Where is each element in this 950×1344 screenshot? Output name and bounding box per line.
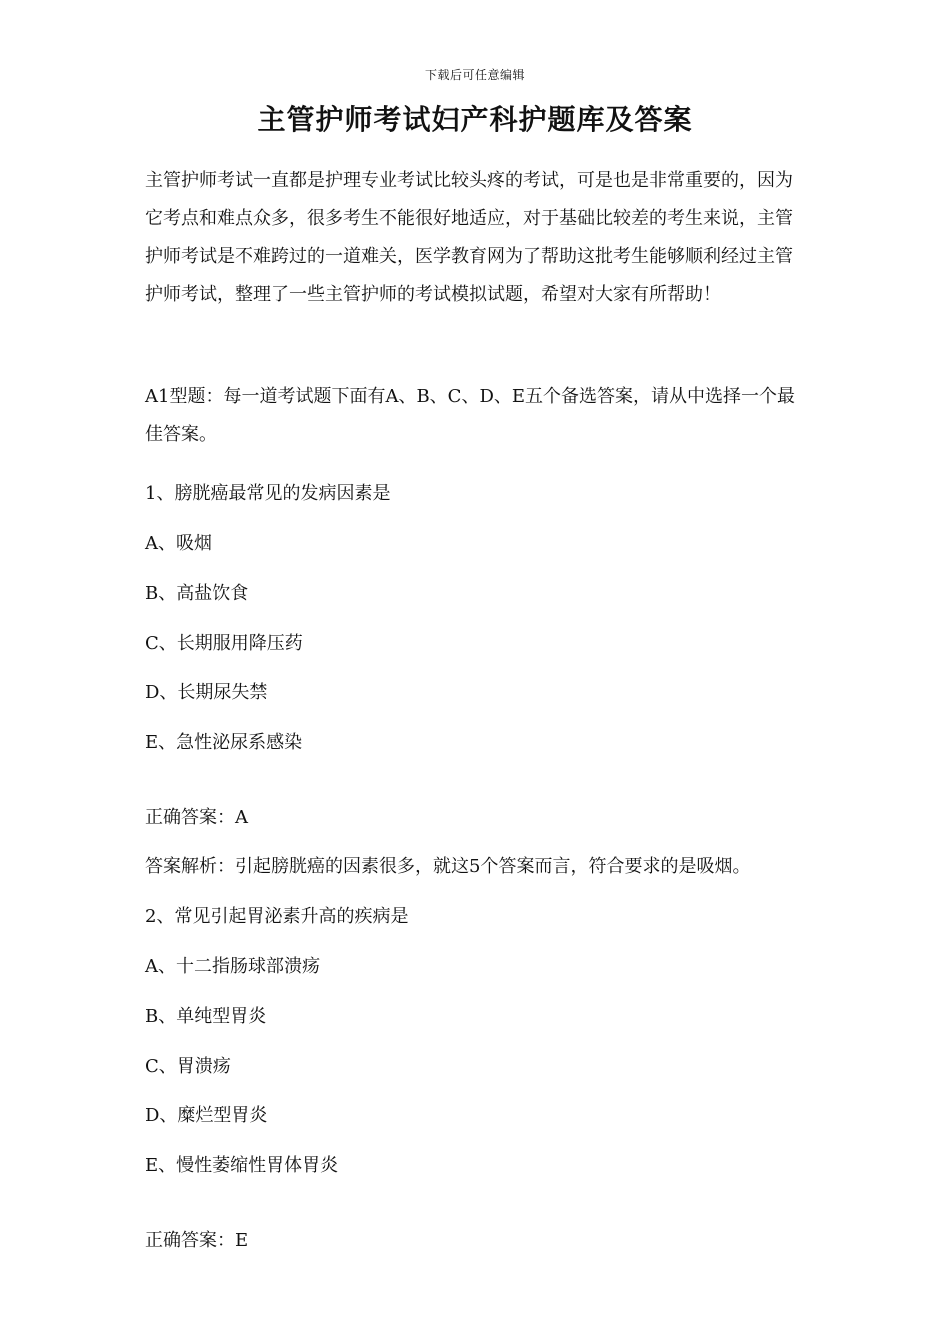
question-2-option-a: A、十二指肠球部溃疡: [145, 956, 320, 977]
question-1-option-a: A、吸烟: [145, 533, 212, 554]
question-2-option-e: E、慢性萎缩性胃体胃炎: [145, 1155, 339, 1176]
question-1-stem: 1、膀胱癌最常见的发病因素是: [145, 483, 391, 504]
instructions-paragraph: A1型题：每一道考试题下面有A、B、C、D、E五个备选答案，请从中选择一个最佳答案。: [145, 386, 796, 445]
question-2-option-d: D、糜烂型胃炎: [145, 1105, 268, 1126]
question-1-option-d: D、长期尿失禁: [145, 682, 268, 703]
intro-paragraph: 主管护师考试一直都是护理专业考试比较头疼的考试，可是也是非常重要的，因为它考点和难点众多，很多考生不能很好地适应，对于基础比较差的考生来说，主管护师考试是不难跨过的一道难关，医学教育网为了帮助这批考生能够顺利经过主管护师考试，整理了一些主管护师的考试模拟试题，希望对大家有所帮助！: [145, 170, 793, 305]
question-1-option-e: E、急性泌尿系感染: [145, 732, 303, 753]
question-1-analysis: 答案解析：引起膀胱癌的因素很多，就这5个答案而言，符合要求的是吸烟。: [145, 856, 751, 877]
question-2-stem: 2、常见引起胃泌素升高的疾病是: [145, 906, 409, 927]
question-1-option-c: C、长期服用降压药: [145, 633, 303, 654]
question-1-answer: 正确答案：A: [145, 807, 248, 828]
header-note: 下载后可任意编辑: [424, 68, 525, 82]
document-title: 主管护师考试妇产科护题库及答案: [257, 103, 693, 136]
question-2-answer: 正确答案：E: [145, 1230, 249, 1251]
question-2-option-c: C、胃溃疡: [145, 1056, 231, 1077]
question-1-option-b: B、高盐饮食: [145, 583, 249, 604]
question-2-option-b: B、单纯型胃炎: [145, 1006, 267, 1027]
